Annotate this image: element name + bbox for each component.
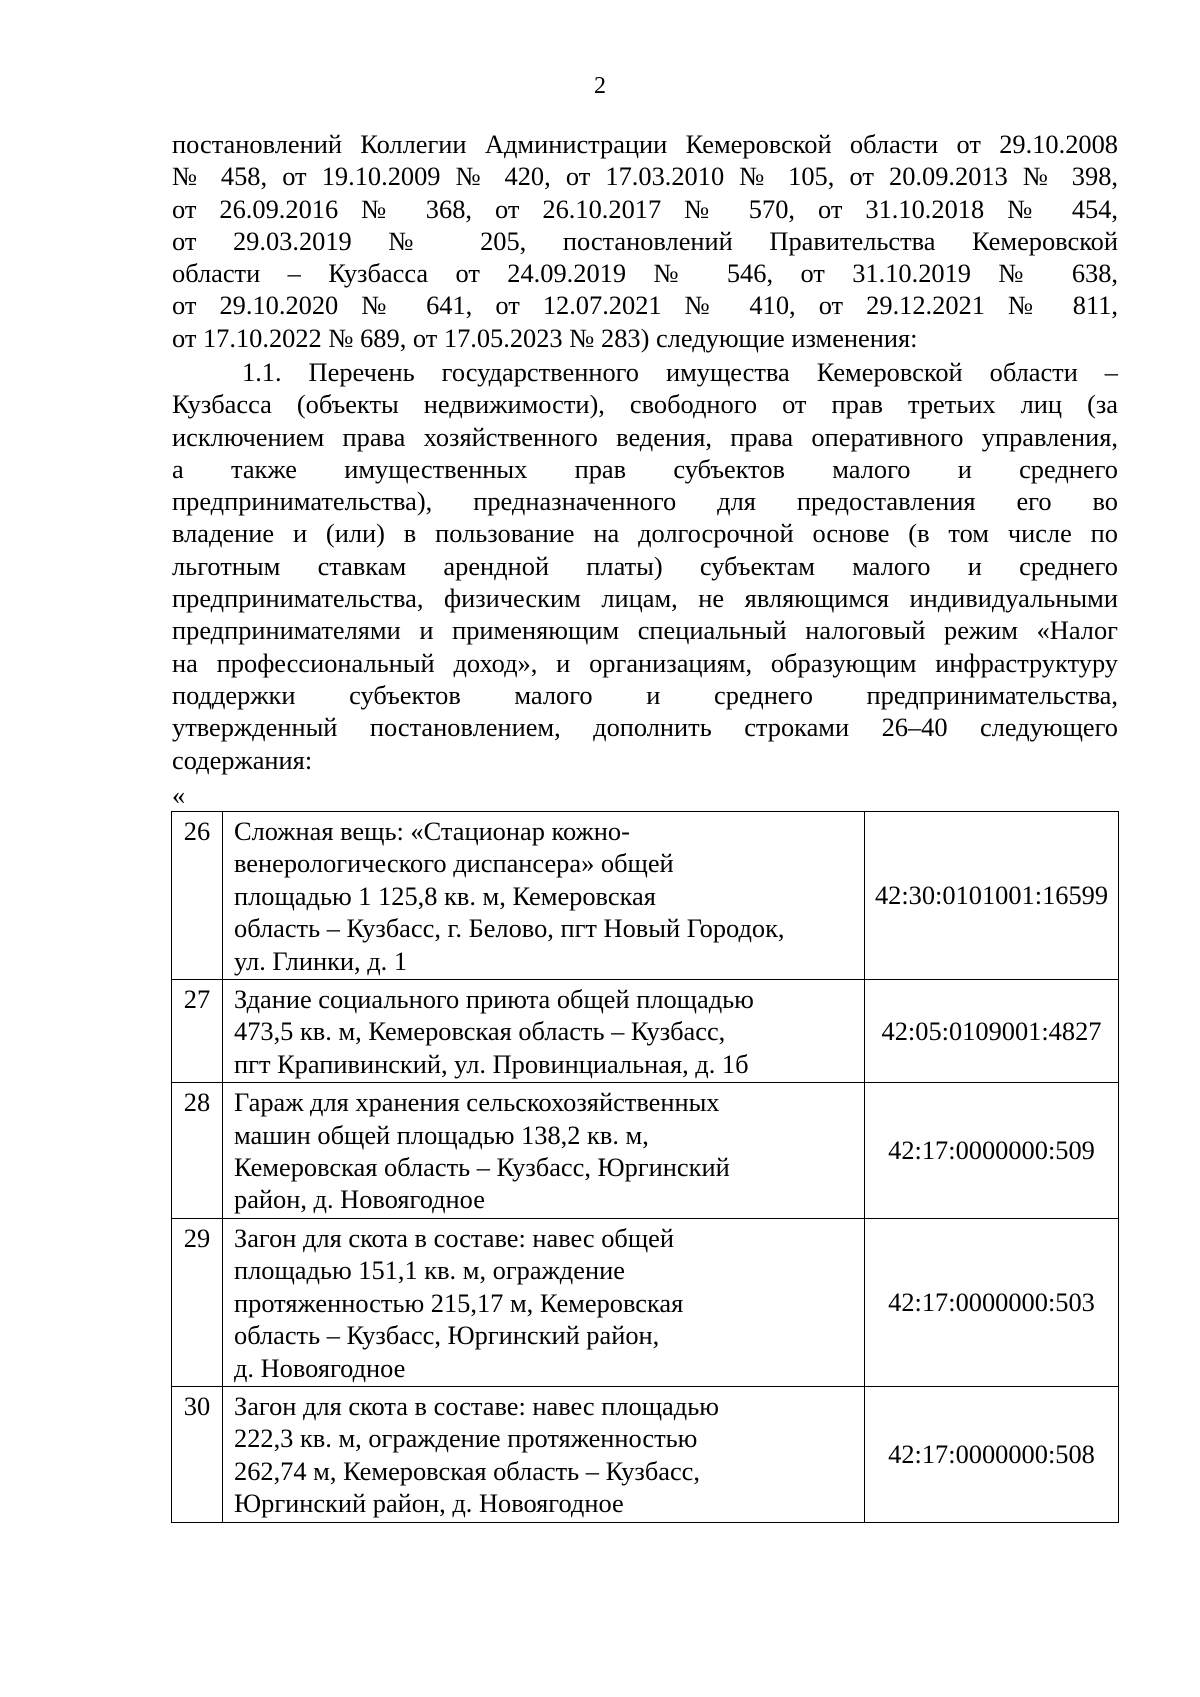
paragraph-line: а также имущественных прав субъектов малого и среднего: [172, 453, 1118, 484]
description-line: д. Новоягодное: [234, 1352, 406, 1383]
paragraph-line: исключением права хозяйственного ведения, права оперативного управления,: [172, 421, 1118, 452]
paragraph-line: льготным ставкам арендной платы) субъектам малого и среднего: [172, 550, 1118, 581]
cadastral-number: 42:30:0101001:16599: [865, 812, 1119, 980]
paragraph-line: владение и (или) в пользование на долгосрочной основе (в том числе по: [172, 518, 1118, 549]
description-line: площадью 1 125,8 кв. м, Кемеровская: [234, 880, 656, 911]
description-line: область – Кузбасс, г. Белово, пгт Новый Городок,: [234, 913, 785, 944]
object-description: [223, 812, 865, 980]
row-number: 28: [172, 1083, 223, 1219]
cadastral-number: 42:17:0000000:503: [865, 1218, 1119, 1386]
cadastral-number: 42:05:0109001:4827: [865, 980, 1119, 1083]
cadastral-number: 42:17:0000000:509: [865, 1083, 1119, 1219]
paragraph-amendments-list: [172, 128, 1118, 354]
row-number: 26: [172, 812, 223, 980]
object-description: [223, 1083, 865, 1219]
table-row: [172, 1386, 1119, 1522]
description-line: Юргинский район, д. Новоягодное: [234, 1488, 624, 1519]
paragraph-line: на профессиональный доход», и организациям, образующим инфраструктуру: [172, 647, 1118, 678]
description-line: 262,74 м, Кемеровская область – Кузбасс,: [234, 1455, 700, 1486]
page-number: 2: [594, 73, 606, 99]
paragraph-line: поддержки субъектов малого и среднего предпринимательства,: [172, 679, 1118, 710]
description-line: 222,3 кв. м, ограждение протяженностью: [234, 1423, 698, 1454]
description-line: протяженностью 215,17 м, Кемеровская: [234, 1287, 684, 1318]
paragraph-line: от 29.03.2019 № 205, постановлений Правительства Кемеровской: [172, 225, 1118, 256]
description-line: район, д. Новоягодное: [234, 1184, 485, 1215]
description-line: Загон для скота в составе: навес площадью: [234, 1390, 719, 1421]
cadastral-number: 42:17:0000000:508: [865, 1386, 1119, 1522]
description-line: Кемеровская область – Кузбасс, Юргинский: [234, 1152, 730, 1183]
table-row: [172, 1218, 1119, 1386]
paragraph-line: от 29.10.2020 № 641, от 12.07.2021 № 410, от 29.12.2021 № 811,: [172, 290, 1118, 321]
description-line: Здание социального приюта общей площадью: [234, 984, 754, 1015]
object-description: [223, 980, 865, 1083]
table-row: [172, 812, 1119, 980]
property-table: [171, 811, 1119, 1523]
description-line: Гараж для хранения сельскохозяйственных: [234, 1087, 720, 1118]
description-line: 473,5 кв. м, Кемеровская область – Кузбасс,: [234, 1016, 726, 1047]
table-row: [172, 980, 1119, 1083]
paragraph-line: № 458, от 19.10.2009 № 420, от 17.03.2010 № 105, от 20.09.2013 № 398,: [172, 161, 1118, 192]
row-number: 27: [172, 980, 223, 1083]
description-line: машин общей площадью 138,2 кв. м,: [234, 1119, 649, 1150]
description-line: венерологического диспансера» общей: [234, 848, 674, 879]
description-line: ул. Глинки, д. 1: [234, 945, 408, 976]
paragraph-line: области – Кузбасса от 24.09.2019 № 546, от 31.10.2019 № 638,: [172, 258, 1118, 289]
paragraph-line: постановлений Коллегии Администрации Кемеровской области от 29.10.2008: [172, 129, 1118, 159]
object-description: [223, 1386, 865, 1522]
paragraph-line: предпринимательства), предназначенного для предоставления его во: [172, 486, 1118, 517]
paragraph-line: предпринимателями и применяющим специальный налоговый режим «Налог: [172, 615, 1118, 646]
paragraph-line: содержания:: [172, 744, 313, 775]
paragraph-line: предпринимательства, физическим лицам, не являющимся индивидуальными: [172, 583, 1118, 614]
row-number: 29: [172, 1218, 223, 1386]
table-row: [172, 1083, 1119, 1219]
paragraph-line: Кузбасса (объекты недвижимости), свободного от прав третьих лиц (за: [172, 389, 1118, 420]
paragraph-line: утвержденный постановлением, дополнить строками 26–40 следующего: [172, 712, 1118, 743]
opening-quote-mark: «: [172, 780, 186, 810]
description-line: площадью 151,1 кв. м, ограждение: [234, 1255, 625, 1286]
paragraph-line: от 17.10.2022 № 689, от 17.05.2023 № 283) следующие изменения:: [172, 322, 918, 353]
description-line: область – Кузбасс, Юргинский район,: [234, 1320, 660, 1351]
object-description: [223, 1218, 865, 1386]
row-number: 30: [172, 1386, 223, 1522]
description-line: пгт Крапивинский, ул. Провинциальная, д. 1б: [234, 1048, 749, 1079]
paragraph-1-1: [172, 356, 1118, 776]
description-line: Загон для скота в составе: навес общей: [234, 1222, 675, 1253]
description-line: Сложная вещь: «Стационар кожно-: [234, 816, 630, 846]
paragraph-line: 1.1. Перечень государственного имущества Кемеровской области –: [242, 357, 1118, 387]
paragraph-line: от 26.09.2016 № 368, от 26.10.2017 № 570, от 31.10.2018 № 454,: [172, 193, 1118, 224]
